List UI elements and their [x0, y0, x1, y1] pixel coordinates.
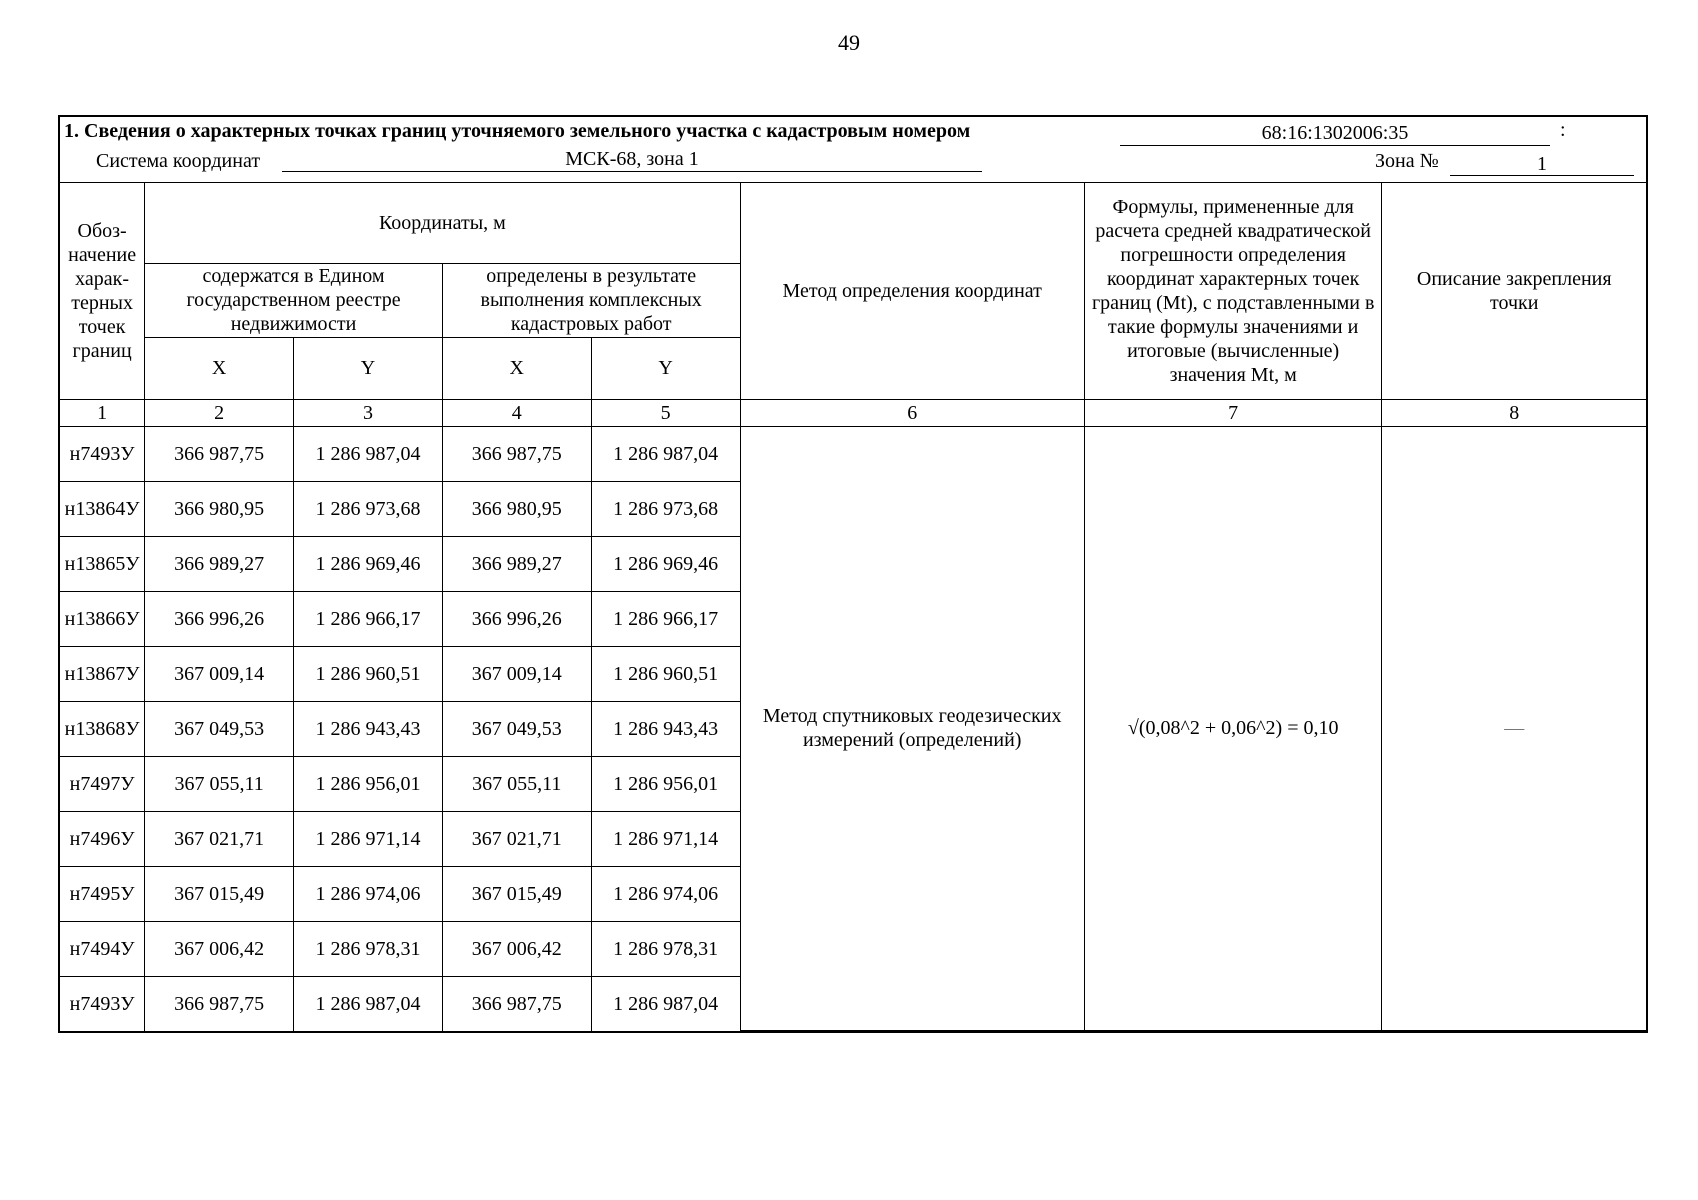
header-egrn: содержатся в Едином государственном реестре недвижимости	[145, 263, 443, 337]
x-complex-value: 367 009,14	[442, 646, 591, 701]
header-x-complex: X	[442, 337, 591, 399]
description-cell: —	[1382, 426, 1646, 1031]
column-number: 8	[1382, 399, 1646, 426]
coord-system-label: Система координат	[96, 150, 261, 172]
x-complex-value: 366 989,27	[442, 536, 591, 591]
column-number: 1	[60, 399, 145, 426]
header-y-complex: Y	[591, 337, 740, 399]
x-egrn-value: 367 009,14	[145, 646, 294, 701]
column-number: 6	[740, 399, 1084, 426]
x-egrn-value: 366 980,95	[145, 481, 294, 536]
x-complex-value: 366 980,95	[442, 481, 591, 536]
column-number: 4	[442, 399, 591, 426]
column-number: 7	[1084, 399, 1382, 426]
x-egrn-value: 366 989,27	[145, 536, 294, 591]
y-complex-value: 1 286 966,17	[591, 591, 740, 646]
point-name: н7496У	[60, 811, 145, 866]
point-name: н13868У	[60, 701, 145, 756]
point-name: н7497У	[60, 756, 145, 811]
cadastral-number: 68:16:1302006:35	[1120, 121, 1550, 146]
header-description: Описание закрепления точки	[1382, 183, 1646, 399]
zone-label: Зона №	[1375, 150, 1439, 172]
column-number-row	[60, 399, 1646, 426]
header-coordinates: Координаты, м	[145, 183, 740, 263]
y-complex-value: 1 286 969,46	[591, 536, 740, 591]
y-egrn-value: 1 286 960,51	[294, 646, 443, 701]
point-name: н13867У	[60, 646, 145, 701]
point-name: н7493У	[60, 976, 145, 1031]
x-complex-value: 367 015,49	[442, 866, 591, 921]
y-complex-value: 1 286 987,04	[591, 426, 740, 481]
x-complex-value: 366 987,75	[442, 976, 591, 1031]
y-complex-value: 1 286 943,43	[591, 701, 740, 756]
column-number: 2	[145, 399, 294, 426]
point-name: н7494У	[60, 921, 145, 976]
y-egrn-value: 1 286 973,68	[294, 481, 443, 536]
x-egrn-value: 367 055,11	[145, 756, 294, 811]
x-complex-value: 366 987,75	[442, 426, 591, 481]
cadastral-colon: :	[1560, 119, 1566, 141]
point-name: н13866У	[60, 591, 145, 646]
page-number: 49	[838, 30, 860, 55]
y-egrn-value: 1 286 978,31	[294, 921, 443, 976]
y-egrn-value: 1 286 956,01	[294, 756, 443, 811]
zone-value: 1	[1450, 153, 1634, 176]
y-complex-value: 1 286 987,04	[591, 976, 740, 1031]
point-name: н13865У	[60, 536, 145, 591]
point-name: н7495У	[60, 866, 145, 921]
boundary-points-table	[60, 183, 1646, 1031]
y-complex-value: 1 286 960,51	[591, 646, 740, 701]
x-egrn-value: 366 987,75	[145, 976, 294, 1031]
x-egrn-value: 367 049,53	[145, 701, 294, 756]
header-y-egrn: Y	[294, 337, 443, 399]
x-complex-value: 367 021,71	[442, 811, 591, 866]
x-complex-value: 367 049,53	[442, 701, 591, 756]
x-egrn-value: 366 987,75	[145, 426, 294, 481]
x-egrn-value: 367 015,49	[145, 866, 294, 921]
method-cell: Метод спутниковых геодезических измерений (определений)	[740, 426, 1084, 1031]
x-complex-value: 367 006,42	[442, 921, 591, 976]
y-egrn-value: 1 286 969,46	[294, 536, 443, 591]
x-egrn-value: 366 996,26	[145, 591, 294, 646]
point-name: н7493У	[60, 426, 145, 481]
y-complex-value: 1 286 971,14	[591, 811, 740, 866]
section-header	[60, 117, 1646, 183]
header-point-designation: Обоз-начение харак-терных точек границ	[60, 183, 145, 399]
y-complex-value: 1 286 956,01	[591, 756, 740, 811]
x-egrn-value: 367 006,42	[145, 921, 294, 976]
y-complex-value: 1 286 973,68	[591, 481, 740, 536]
y-egrn-value: 1 286 974,06	[294, 866, 443, 921]
header-x-egrn: X	[145, 337, 294, 399]
y-complex-value: 1 286 974,06	[591, 866, 740, 921]
boundary-points-section	[58, 115, 1648, 1033]
y-egrn-value: 1 286 987,04	[294, 426, 443, 481]
x-egrn-value: 367 021,71	[145, 811, 294, 866]
column-number: 3	[294, 399, 443, 426]
y-egrn-value: 1 286 971,14	[294, 811, 443, 866]
table-row	[60, 426, 1646, 481]
x-complex-value: 367 055,11	[442, 756, 591, 811]
header-formula: Формулы, примененные для расчета средней квадратической погрешности определения координат характерных точек границ (Mt), с подставленными в такие формулы значениями и итоговые (вычисленные) значения Mt, м	[1084, 183, 1382, 399]
section-title: 1. Сведения о характерных точках границ уточняемого земельного участка с кадастровым номером	[64, 120, 971, 142]
y-egrn-value: 1 286 943,43	[294, 701, 443, 756]
x-complex-value: 366 996,26	[442, 591, 591, 646]
y-egrn-value: 1 286 987,04	[294, 976, 443, 1031]
header-complex-works: определены в результате выполнения комплексных кадастровых работ	[442, 263, 740, 337]
y-complex-value: 1 286 978,31	[591, 921, 740, 976]
header-method: Метод определения координат	[740, 183, 1084, 399]
coord-system-value: МСК-68, зона 1	[282, 147, 982, 172]
formula-cell: √(0,08^2 + 0,06^2) = 0,10	[1084, 426, 1382, 1031]
y-egrn-value: 1 286 966,17	[294, 591, 443, 646]
point-name: н13864У	[60, 481, 145, 536]
column-number: 5	[591, 399, 740, 426]
